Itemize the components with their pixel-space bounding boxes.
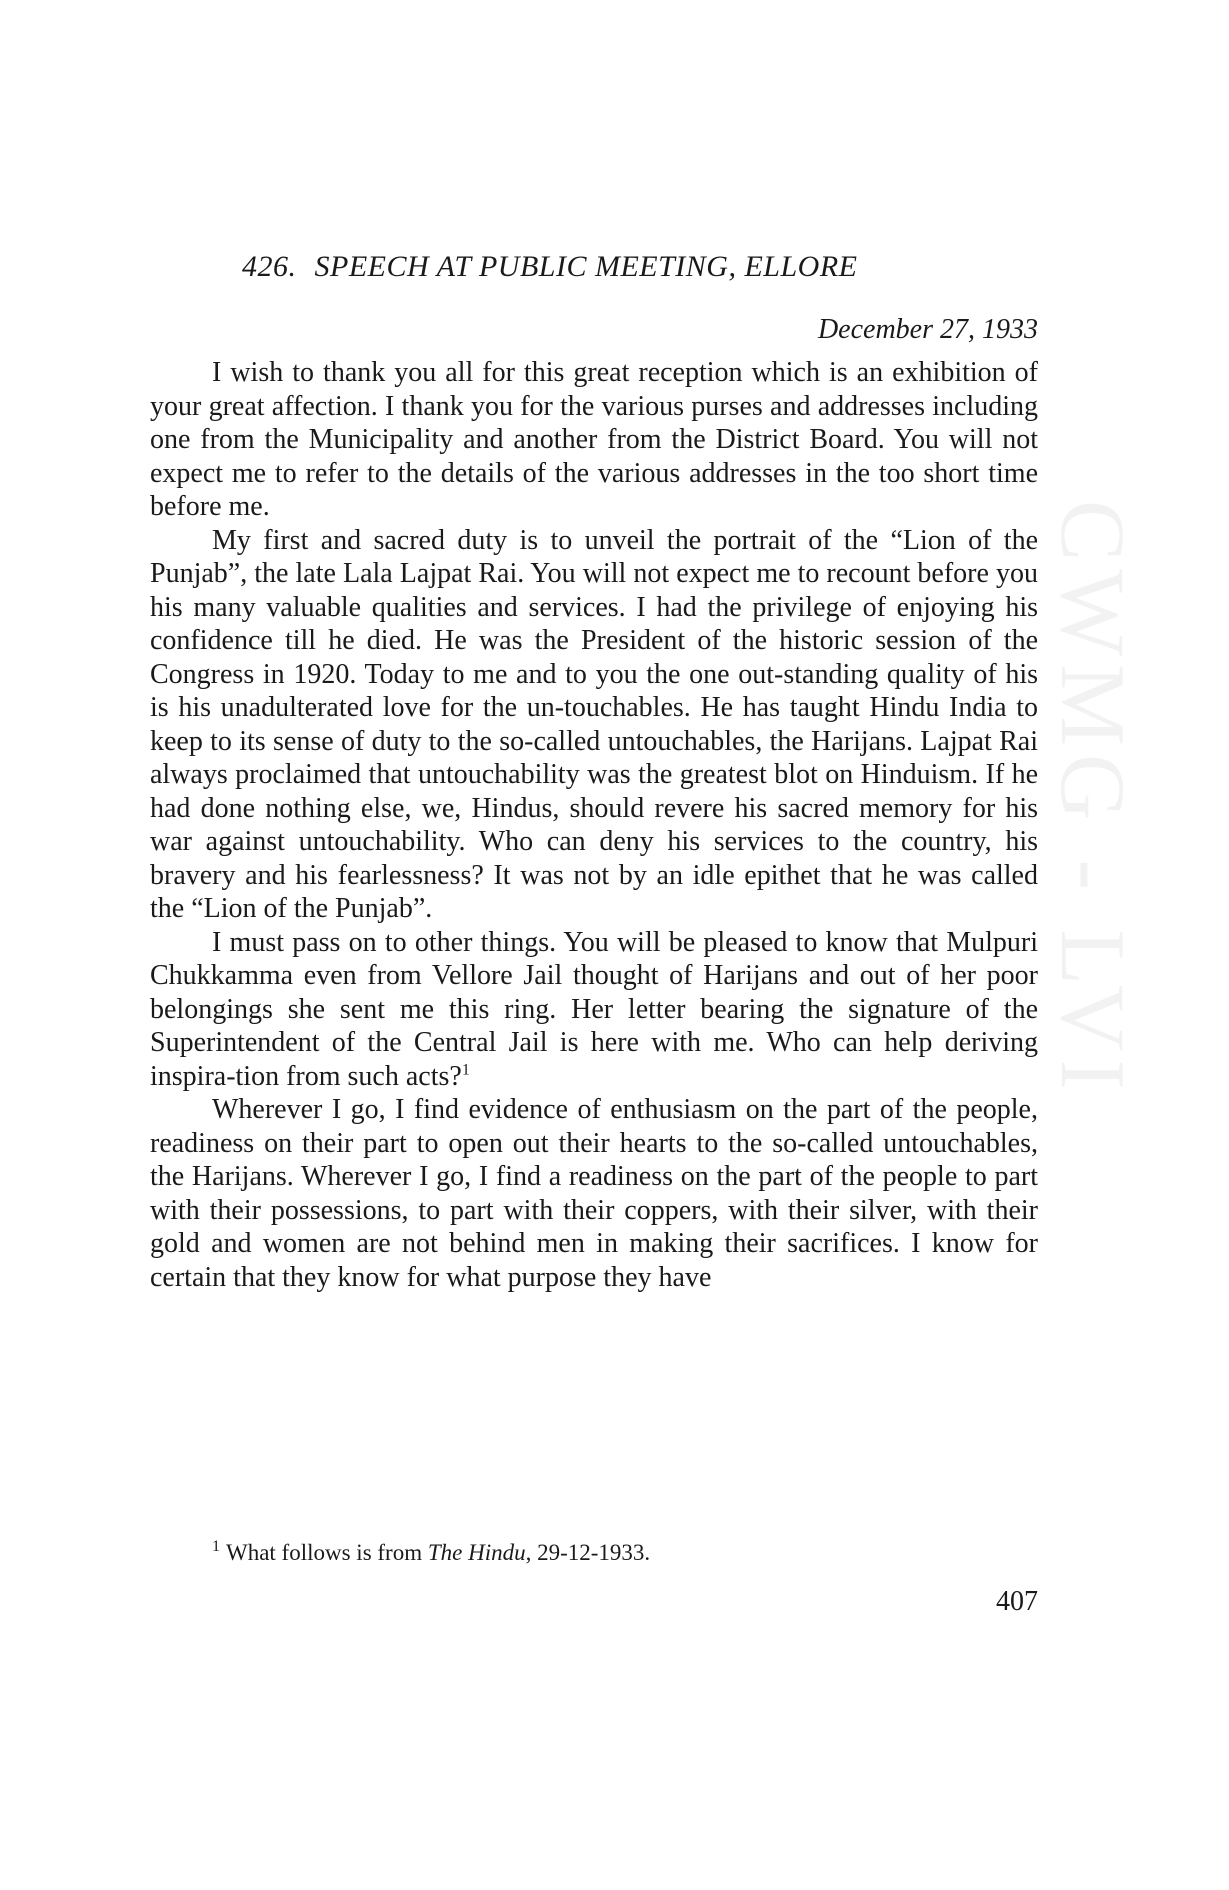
paragraph-text: I wish to thank you all for this great reception which is an exhibition of your great affection. I thank you for the various purses and addresses including one from the Municipality and another from the District Board. You will not expect me to refer to the details of the various addresses in the too short time before me. — [150, 357, 1038, 522]
footnote-text-before: What follows is from — [226, 1540, 423, 1565]
footnote — [212, 1540, 650, 1566]
heading-title: SPEECH AT PUBLIC MEETING, ELLORE — [314, 250, 858, 283]
paragraph — [150, 1093, 1038, 1294]
footnote-reference: 1 — [461, 1061, 470, 1079]
paragraph — [150, 926, 1038, 1094]
heading-number: 426. — [242, 250, 297, 283]
paragraph-text: I must pass on to other things. You will be pleased to know that Mulpuri Chukkamma even from Vellore Jail thought of Harijans and out of her poor belongings she sent me this ring. Her letter bearing the signature of the Superintendent of the Central Jail is here with me. Who can help deriving inspira-tion from such acts? — [150, 926, 1038, 1092]
section-heading — [150, 250, 1038, 284]
footnote-source: The Hindu — [427, 1540, 526, 1565]
page-number: 407 — [996, 1586, 1038, 1617]
speech-date: December 27, 1933 — [817, 314, 1038, 345]
paragraph-text: My first and sacred duty is to unveil the portrait of the “Lion of the Punjab”, the late Lala Lajpat Rai. You will not expect me to recount before you his many valuable qualities and services. I had the privilege of enjoying his confidence till he died. He was the President of the historic session of the Congress in 1920. Today to me and to you the one out-standing quality of his is his unadulterated love for the un-touchables. He has taught Hindu India to keep to its sense of duty to the so-called untouchables, the Harijans. Lajpat Rai always proclaimed that untouchability was the greatest blot on Hinduism. If he had done nothing else, we, Hindus, should revere his sacred memory for his war against untouchability. Who can deny his services to the country, his bravery and his fearlessness? It was not by an idle epithet that he was called the “Lion of the Punjab”. — [150, 524, 1038, 924]
paragraph-text: Wherever I go, I find evidence of enthusiasm on the part of the people, readiness on their part to open out their hearts to the so-called untouchables, the Harijans. Wherever I go, I find a readiness on the part of the people to part with their possessions, to part with their coppers, with their silver, with their gold and women are not behind men in making their sacrifices. I know for certain that they know for what purpose they have — [150, 1094, 1038, 1293]
footnote-mark: 1 — [212, 1538, 220, 1556]
footnote-text-after: , 29-12-1933. — [525, 1540, 651, 1565]
paragraph — [150, 356, 1038, 524]
watermark: CWMG - LVI — [1042, 500, 1144, 1098]
paragraph — [150, 524, 1038, 926]
speech-body — [150, 356, 1038, 1294]
document-page — [150, 0, 1038, 1890]
